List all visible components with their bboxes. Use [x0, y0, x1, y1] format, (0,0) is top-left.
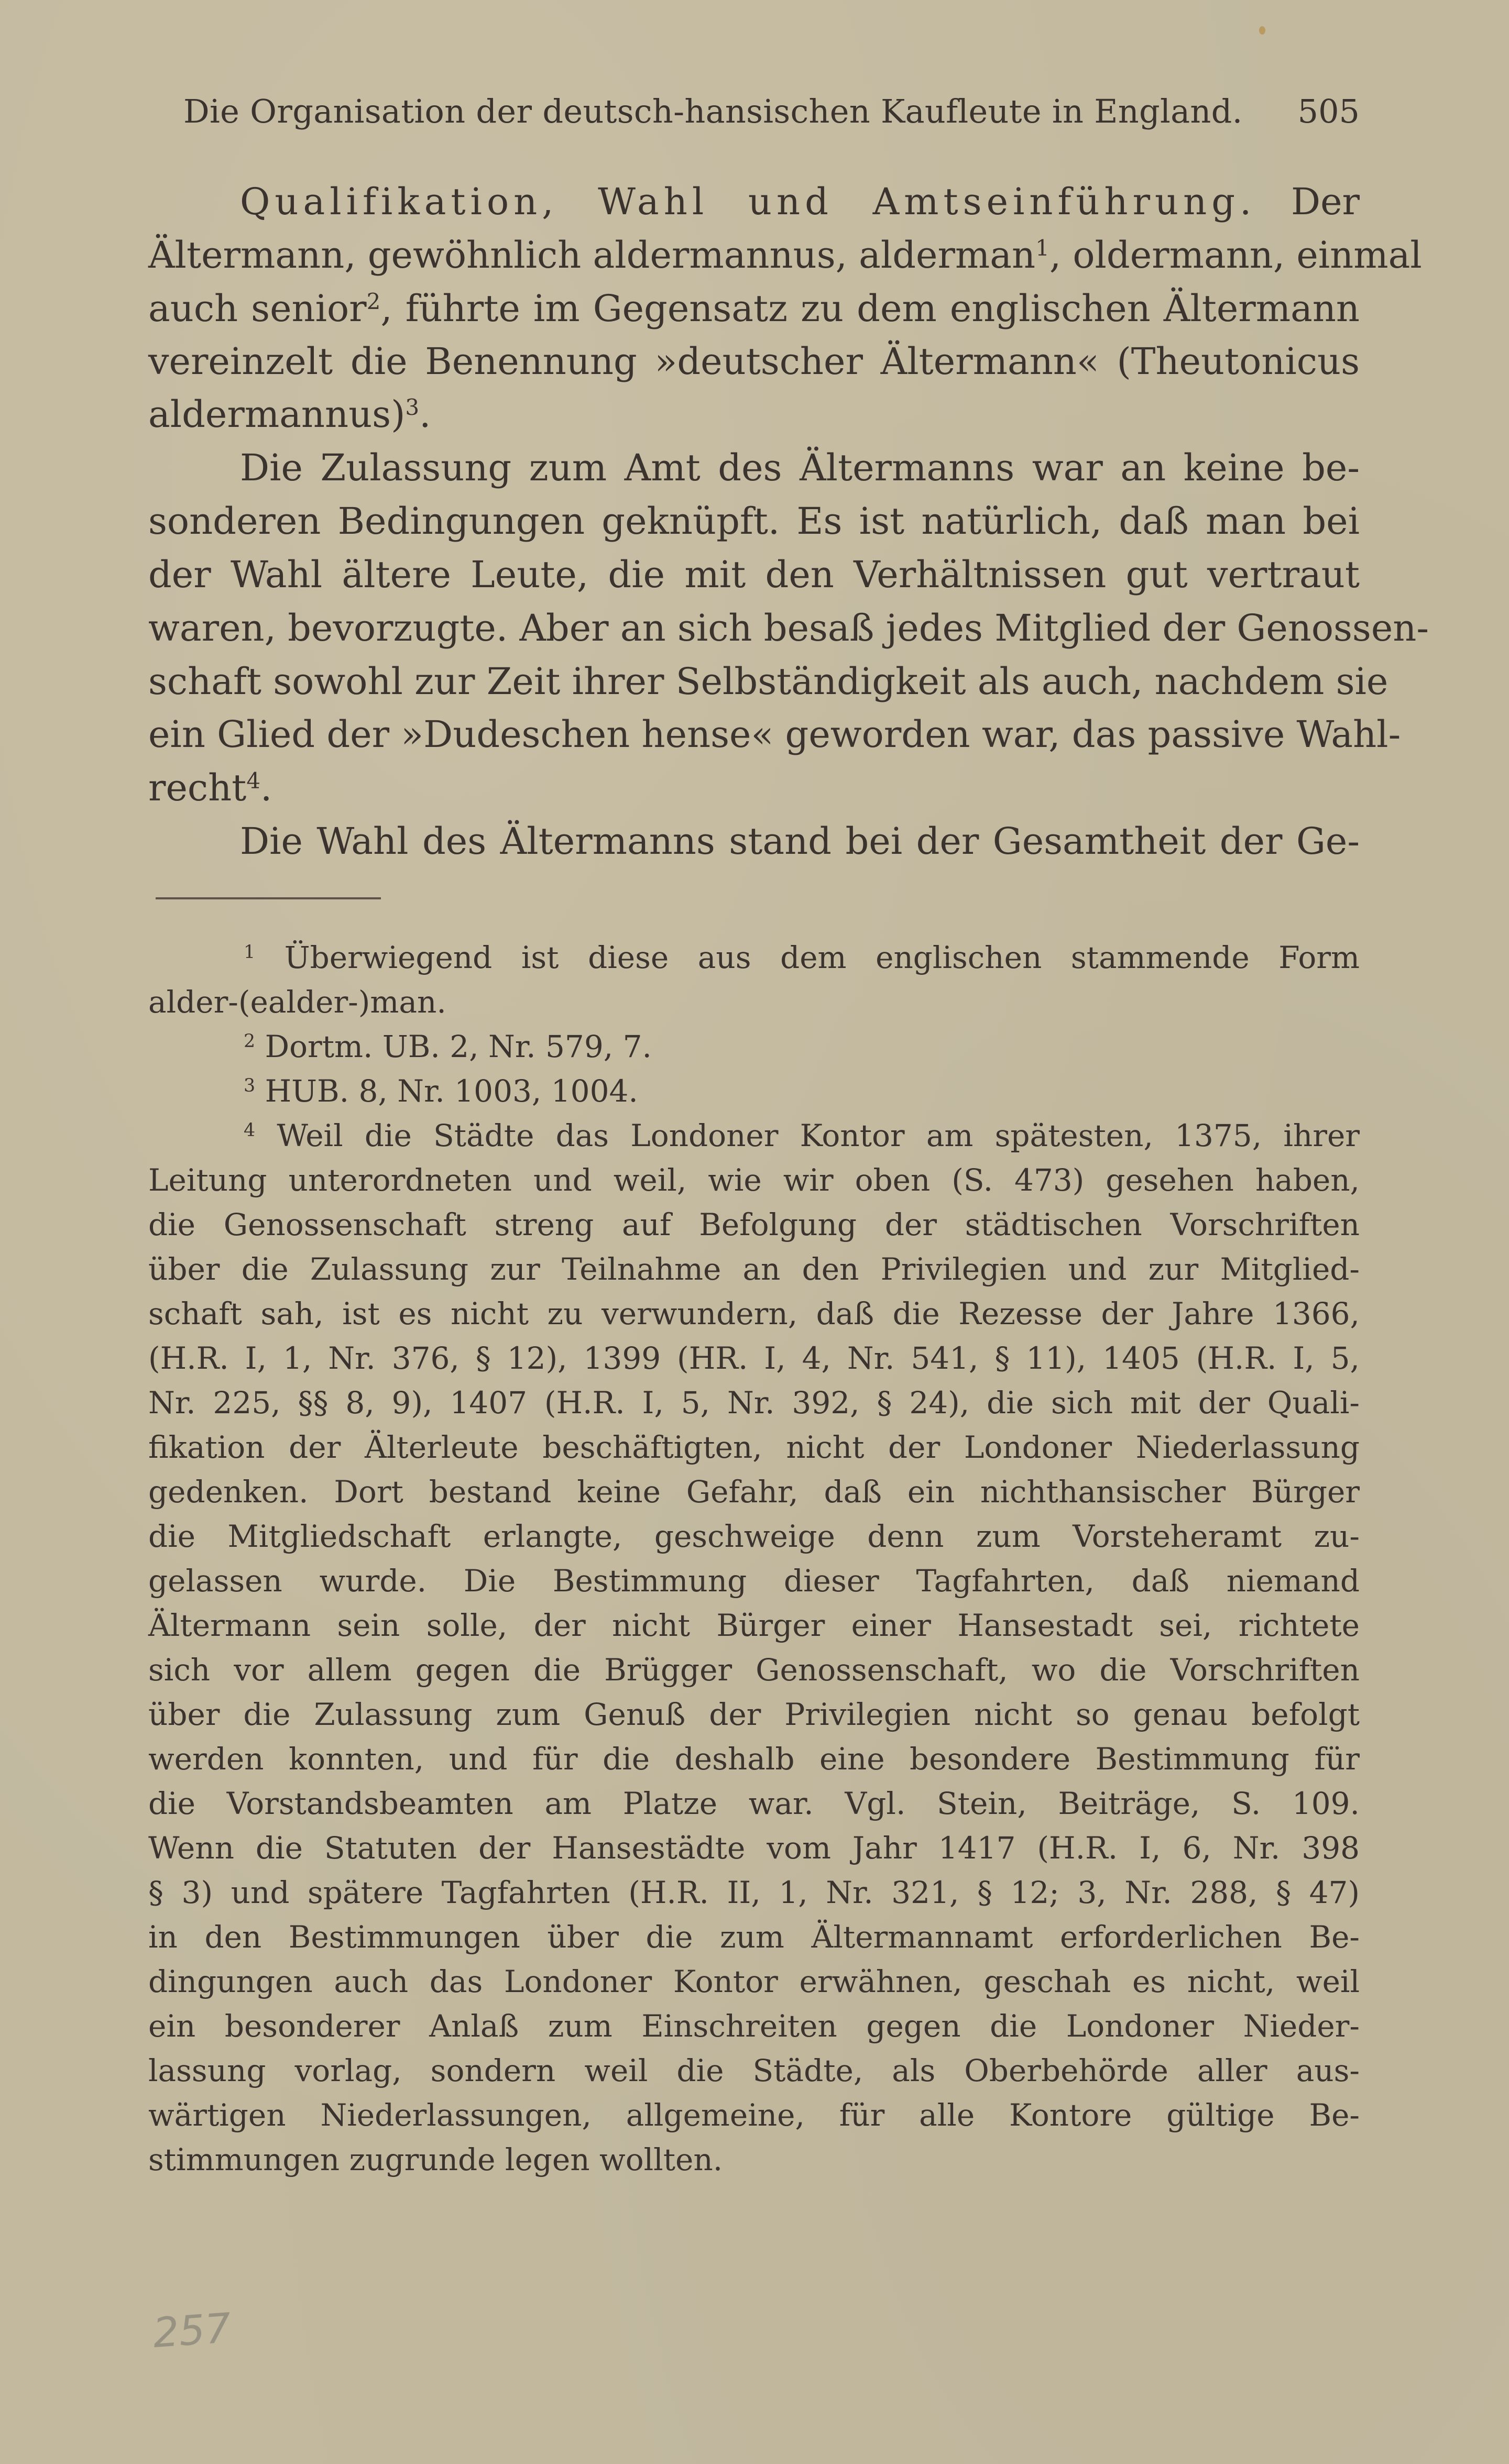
footnote-line: stimmungen zugrunde legen wollten. — [148, 2142, 723, 2177]
body-line: Qualifikation, Wahl und Amtseinführung. Der — [240, 180, 1360, 223]
footnote-line: $^4$ Weil die Städte das Londoner Kontor am spätesten, 1375, ihrer — [244, 1118, 1360, 1153]
footnote-ref[interactable]: 1 — [1035, 235, 1049, 261]
footnote-line: § 3) und spätere Tagfahrten (H.R. II, 1, Nr. 321, § 12; 3, Nr. 288, § 47) — [148, 1875, 1360, 1910]
footnote-line: fikation der Älterleute beschäftigten, nicht der Londoner Niederlassung — [148, 1429, 1360, 1465]
footnote-line: alder-(ealder-)man. — [148, 984, 446, 1020]
section-heading: Qualifikation, Wahl und Amtseinführung. — [240, 180, 1256, 223]
body-line: recht$^4$. — [148, 766, 272, 809]
footnote-line: $^3$ HUB. 8, Nr. 1003, 1004. — [244, 1073, 638, 1109]
footnote-line: werden konnten, und für die deshalb eine besondere Bestimmung für — [148, 1741, 1360, 1777]
footnote-line: die Vorstandsbeamten am Platze war. Vgl. Stein, Beiträge, S. 109. — [148, 1786, 1360, 1821]
footnote-ref[interactable]: 4 — [246, 767, 261, 794]
body-line: vereinzelt die Benennung »deutscher Ältermann« (Theutonicus — [148, 340, 1360, 383]
footnote-line: in den Bestimmungen über die zum Ältermannamt erforderlichen Be- — [148, 1919, 1360, 1955]
footnote-line: Leitung unterordneten und weil, wie wir oben (S. 473) gesehen haben, — [148, 1162, 1360, 1198]
footnote-line: die Mitgliedschaft erlangte, geschweige denn zum Vorsteheramt zu- — [148, 1519, 1360, 1554]
body-line: schaft sowohl zur Zeit ihrer Selbständigkeit als auch, nachdem sie — [148, 660, 1388, 703]
footnote-line: dingungen auch das Londoner Kontor erwähnen, geschah es nicht, weil — [148, 1964, 1360, 1999]
footnote-line: Nr. 225, §§ 8, 9), 1407 (H.R. I, 5, Nr. 392, § 24), die sich mit der Quali- — [148, 1385, 1360, 1421]
body-line: der Wahl ältere Leute, die mit den Verhältnissen gut vertraut — [148, 553, 1360, 596]
footnote-line: die Genossenschaft streng auf Befolgung der städtischen Vorschriften — [148, 1207, 1360, 1242]
paper-stain — [1259, 26, 1265, 35]
footnote-ref[interactable]: 2 — [366, 288, 381, 314]
body-line: aldermannus)$^3$. — [148, 393, 431, 436]
running-header — [183, 88, 1360, 135]
footnote-line: schaft sah, ist es nicht zu verwundern, daß die Rezesse der Jahre 1366, — [148, 1296, 1360, 1332]
footnote-line: $^2$ Dortm. UB. 2, Nr. 579, 7. — [244, 1029, 652, 1064]
footnote-line: lassung vorlag, sondern weil die Städte, als Oberbehörde aller aus- — [148, 2053, 1360, 2088]
footnote-line: Ältermann sein solle, der nicht Bürger einer Hansestadt sei, richtete — [148, 1608, 1360, 1643]
footnote-ref[interactable]: 3 — [405, 394, 420, 420]
body-line: Die Wahl des Ältermanns stand bei der Gesamtheit der Ge- — [240, 820, 1360, 863]
body-line: sonderen Bedingungen geknüpft. Es ist natürlich, daß man bei — [148, 500, 1360, 543]
body-line: Ältermann, gewöhnlich aldermannus, alderman$^1$, oldermann, einmal — [148, 234, 1422, 277]
footnote-line: (H.R. I, 1, Nr. 376, § 12), 1399 (HR. I, 4, Nr. 541, § 11), 1405 (H.R. I, 5, — [148, 1340, 1360, 1376]
footnote-marker: 1 — [244, 941, 256, 963]
footnote-marker: 3 — [244, 1075, 256, 1096]
body-line: auch senior$^2$, führte im Gegensatz zu dem englischen Ältermann — [148, 287, 1360, 330]
body-line: Die Zulassung zum Amt des Ältermanns war an keine be- — [240, 446, 1360, 489]
footnote-marker: 2 — [244, 1030, 256, 1052]
footnote-line: über die Zulassung zur Teilnahme an den Privilegien und zur Mitglied- — [148, 1251, 1360, 1287]
footnote-line: sich vor allem gegen die Brügger Genossenschaft, wo die Vorschriften — [148, 1652, 1360, 1688]
footnote-line: Wenn die Statuten der Hansestädte vom Jahr 1417 (H.R. I, 6, Nr. 398 — [148, 1830, 1360, 1866]
footnote-separator — [156, 897, 381, 899]
page-number: 505 — [1297, 92, 1360, 130]
footnote-line: $^1$ Überwiegend ist diese aus dem englischen stammende Form — [244, 940, 1360, 975]
footnote-line: über die Zulassung zum Genuß der Privilegien nicht so genau befolgt — [148, 1697, 1360, 1732]
running-title: Die Organisation der deutsch-hansischen Kaufleute in England. — [183, 92, 1243, 130]
body-line: ein Glied der »Dudeschen hense« geworden war, das passive Wahl- — [148, 713, 1401, 756]
footnote-line: wärtigen Niederlassungen, allgemeine, für alle Kontore gültige Be- — [148, 2097, 1360, 2133]
footnote-line: gedenken. Dort bestand keine Gefahr, daß ein nichthansischer Bürger — [148, 1474, 1360, 1510]
body-line: waren, bevorzugte. Aber an sich besaß jedes Mitglied der Genossen- — [148, 607, 1429, 650]
footnote-line: ein besonderer Anlaß zum Einschreiten gegen die Londoner Nieder- — [148, 2008, 1360, 2044]
handwritten-page-number: 257 — [151, 2304, 233, 2358]
footnote-marker: 4 — [244, 1119, 256, 1141]
footnote-line: gelassen wurde. Die Bestimmung dieser Tagfahrten, daß niemand — [148, 1563, 1360, 1599]
